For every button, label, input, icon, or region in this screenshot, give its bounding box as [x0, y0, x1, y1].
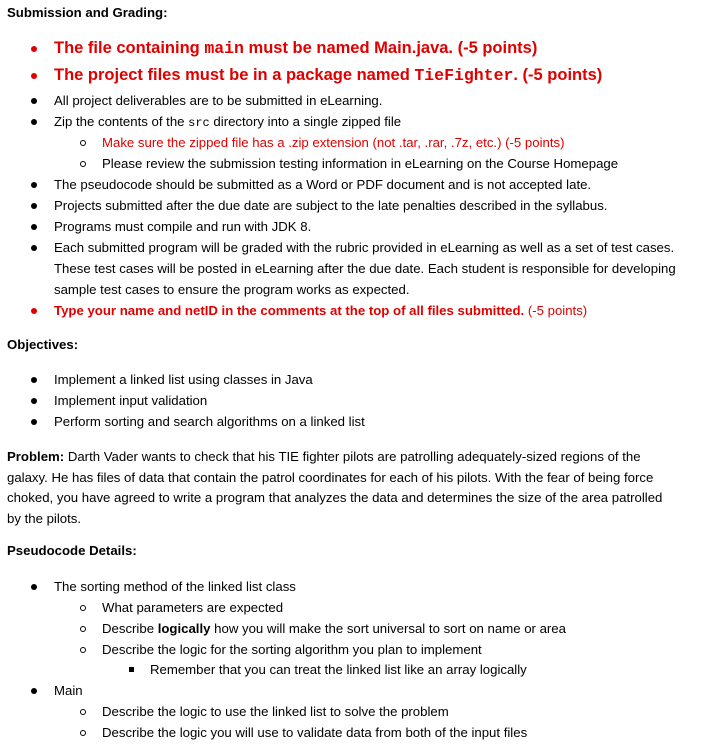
submission-item-package: The project files must be in a package named TieFighter. (-5 points): [54, 66, 603, 85]
objectives-heading: Objectives:: [7, 337, 79, 352]
bullet: [31, 419, 37, 425]
submission-item-jdk: Programs must compile and run with JDK 8.: [54, 219, 312, 234]
pseudocode-subitem-sort-logic: Describe the logic for the sorting algorithm you plan to implement: [102, 642, 482, 657]
bullet: [31, 377, 37, 383]
pseudocode-subitem-universal-sort: Describe logically how you will make the sort universal to sort on name or area: [102, 621, 566, 636]
submission-item-rubric-line3: sample test cases to ensure the program works as expected.: [54, 282, 410, 297]
sub-bullet: [80, 730, 86, 736]
bullet: [31, 308, 37, 314]
pseudocode-subitem-parameters: What parameters are expected: [102, 600, 284, 615]
sub-sub-bullet: [129, 667, 134, 672]
problem-paragraph: Problem: Darth Vader wants to check that his TIE fighter pilots are patrolling adequately-sized regions of the galaxy. He has files of data that contain the patrol coordinates for each of his pilots. With the fear of being force choked, you have agreed to write a program that analyzes the data and determines the size of the area patrolled by the pilots.: [7, 449, 663, 526]
submission-item-pseudocode: The pseudocode should be submitted as a Word or PDF document and is not accepted late.: [54, 177, 592, 192]
bullet: [31, 46, 37, 52]
submission-item-rubric-line2: These test cases will be posted in eLearning after the due date. Each student is responsible for developing: [54, 261, 676, 276]
bullet: [31, 203, 37, 209]
sub-bullet: [80, 647, 86, 653]
bullet: [31, 119, 37, 125]
submission-heading: Submission and Grading:: [7, 5, 168, 20]
pseudocode-subitem-validation: Describe the logic you will use to validate data from both of the input files: [102, 725, 528, 740]
bullet: [31, 245, 37, 251]
submission-item-zip: Zip the contents of the src directory into a single zipped file: [54, 114, 402, 130]
pseudocode-subitem-linked-list-logic: Describe the logic to use the linked list to solve the problem: [102, 704, 449, 719]
pseudocode-heading: Pseudocode Details:: [7, 543, 137, 558]
bullet: [31, 688, 37, 694]
submission-item-deliverables: All project deliverables are to be submitted in eLearning.: [54, 93, 383, 108]
objective-item: Implement input validation: [54, 393, 208, 408]
bullet: [31, 224, 37, 230]
submission-subitem-review-testing: Please review the submission testing information in eLearning on the Course Homepage: [102, 156, 619, 171]
sub-bullet: [80, 709, 86, 715]
pseudocode-item-main: Main: [54, 683, 83, 698]
bullet: [31, 398, 37, 404]
bullet: [31, 73, 37, 79]
bullet: [31, 584, 37, 590]
submission-item-main-file: The file containing main must be named Main.java. (-5 points): [54, 39, 538, 58]
sub-bullet: [80, 140, 86, 146]
sub-bullet: [80, 605, 86, 611]
objective-item: Perform sorting and search algorithms on a linked list: [54, 414, 365, 429]
bullet: [31, 98, 37, 104]
submission-item-name-netid: Type your name and netID in the comments at the top of all files submitted. (-5 points): [54, 303, 588, 318]
submission-subitem-zip-extension: Make sure the zipped file has a .zip extension (not .tar, .rar, .7z, etc.) (-5 points): [102, 135, 565, 150]
pseudocode-subsubitem-array: Remember that you can treat the linked list like an array logically: [150, 662, 527, 677]
objective-item: Implement a linked list using classes in Java: [54, 372, 313, 387]
pseudocode-item-sorting: The sorting method of the linked list class: [54, 579, 296, 594]
sub-bullet: [80, 161, 86, 167]
submission-item-rubric-line1: Each submitted program will be graded with the rubric provided in eLearning as well as a set of test cases.: [54, 240, 675, 255]
sub-bullet: [80, 626, 86, 632]
bullet: [31, 182, 37, 188]
submission-item-late: Projects submitted after the due date are subject to the late penalties described in the syllabus.: [54, 198, 608, 213]
problem-label: Problem:: [7, 449, 65, 464]
